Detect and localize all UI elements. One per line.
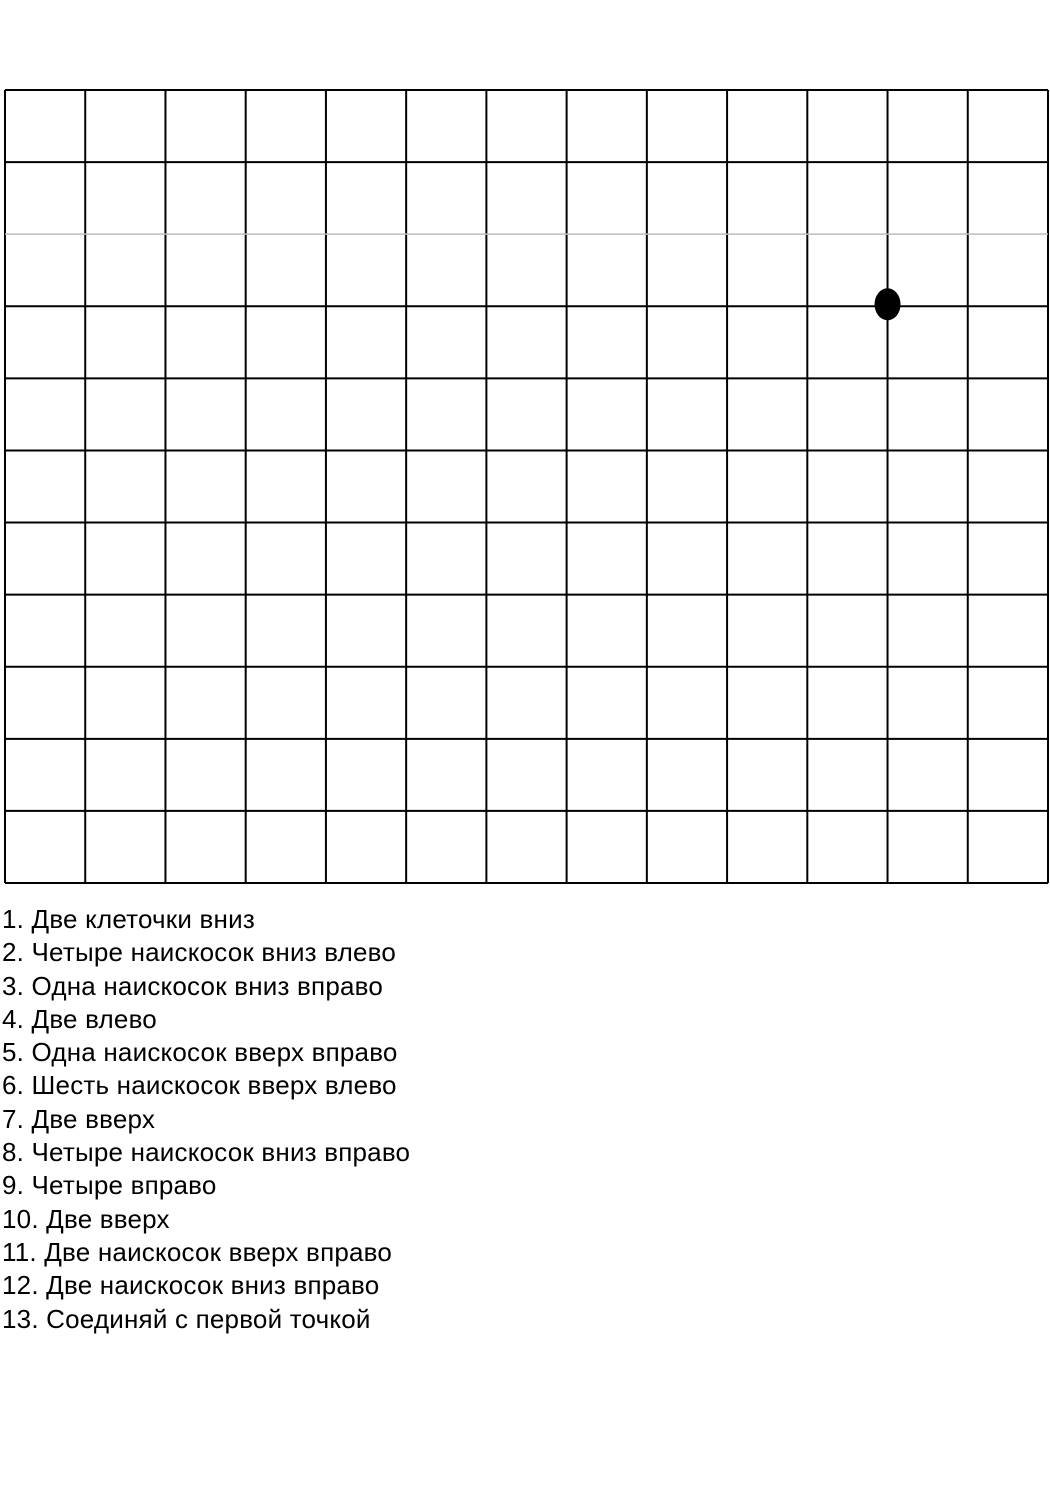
instruction-step-4: 4. Две влево xyxy=(2,1003,157,1034)
instruction-step-11: 11. Две наискосок вверх вправо xyxy=(2,1236,393,1267)
instruction-step-8: 8. Четыре наискосок вниз вправо xyxy=(2,1137,411,1168)
instruction-step-9: 9. Четыре вправо xyxy=(2,1170,217,1201)
instruction-step-2: 2. Четыре наискосок вниз влево xyxy=(2,937,397,968)
instruction-step-12: 12. Две наискосок вниз вправо xyxy=(2,1270,380,1301)
start-point-dot xyxy=(875,288,901,320)
instruction-step-5: 5. Одна наискосок вверх вправо xyxy=(2,1037,398,1068)
instruction-step-6: 6. Шесть наискосок вверх влево xyxy=(2,1070,397,1101)
instruction-step-7: 7. Две вверх xyxy=(2,1103,156,1134)
instruction-step-10: 10. Две вверх xyxy=(2,1203,170,1234)
instruction-step-13: 13. Соединяй с первой точкой xyxy=(2,1303,371,1334)
instruction-step-3: 3. Одна наискосок вниз вправо xyxy=(2,970,384,1001)
instruction-step-1: 1. Две клеточки вниз xyxy=(2,904,255,934)
instruction-list xyxy=(2,903,410,1336)
